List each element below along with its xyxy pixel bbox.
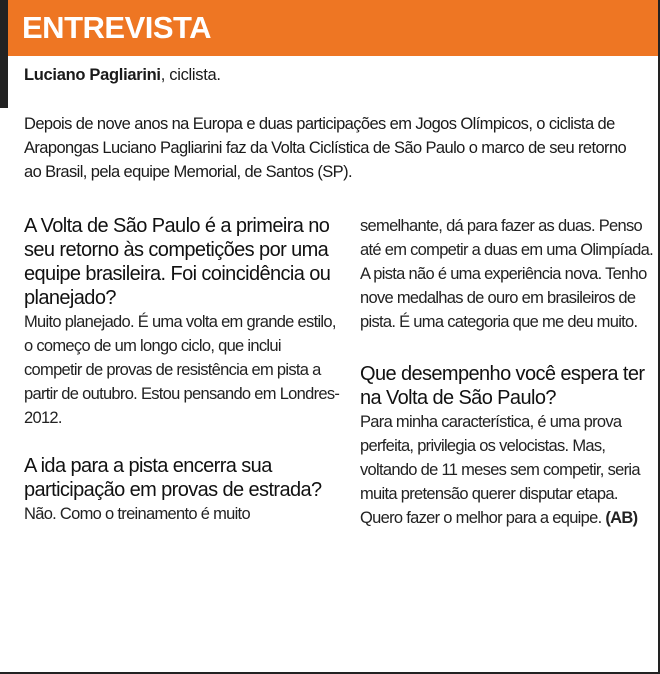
answer-3 bbox=[360, 410, 656, 530]
answer-2-start: Não. Como o treinamento é muito bbox=[24, 505, 250, 523]
left-accent-bar bbox=[0, 0, 8, 108]
interviewee-name: Luciano Pagliarini bbox=[24, 66, 161, 84]
author-signature: (AB) bbox=[605, 509, 638, 527]
byline bbox=[24, 64, 221, 86]
interviewee-role: , ciclista. bbox=[160, 66, 221, 84]
spacer bbox=[24, 430, 342, 454]
question-1: A Volta de São Paulo é a primeira no seu retorno às competições por uma equipe brasileira. Foi coincidência ou planejado? bbox=[24, 215, 331, 309]
answer-1: Muito planejado. É uma volta em grande estilo, o começo de um longo ciclo, que inclui competir de provas de resistência em pista a partir de outubro. Estou pensando em Londres-2012. bbox=[24, 313, 340, 427]
answer-2-continued: semelhante, dá para fazer as duas. Penso até em competir a duas em uma Olimpíada. A pista não é uma experiência nova. Tenho nove medalhas de ouro em brasileiros de pista. É uma categoria que me deu muito. bbox=[360, 217, 653, 331]
intro-paragraph: Depois de nove anos na Europa e duas participações em Jogos Olímpicos, o ciclista de Arapongas Luciano Pagliarini faz da Volta Ciclística de São Paulo o marco de seu retorno ao Brasil, pela equipe Memorial, de Santos (SP). bbox=[24, 115, 627, 181]
column-right bbox=[360, 214, 656, 530]
question-3: Que desempenho você espera ter na Volta de São Paulo? bbox=[360, 363, 645, 409]
spacer bbox=[360, 334, 656, 362]
column-left bbox=[24, 214, 342, 526]
section-title: ENTREVISTA bbox=[22, 10, 212, 45]
answer-3-text: Para minha característica, é uma prova perfeita, privilegia os velocistas. Mas, voltando de 11 meses sem competir, seria muita pretensão querer disputar etapa. Quero fazer o melhor para a equipe. bbox=[360, 413, 640, 527]
section-header bbox=[8, 0, 658, 56]
question-2: A ida para a pista encerra sua participação em provas de estrada? bbox=[24, 455, 322, 501]
